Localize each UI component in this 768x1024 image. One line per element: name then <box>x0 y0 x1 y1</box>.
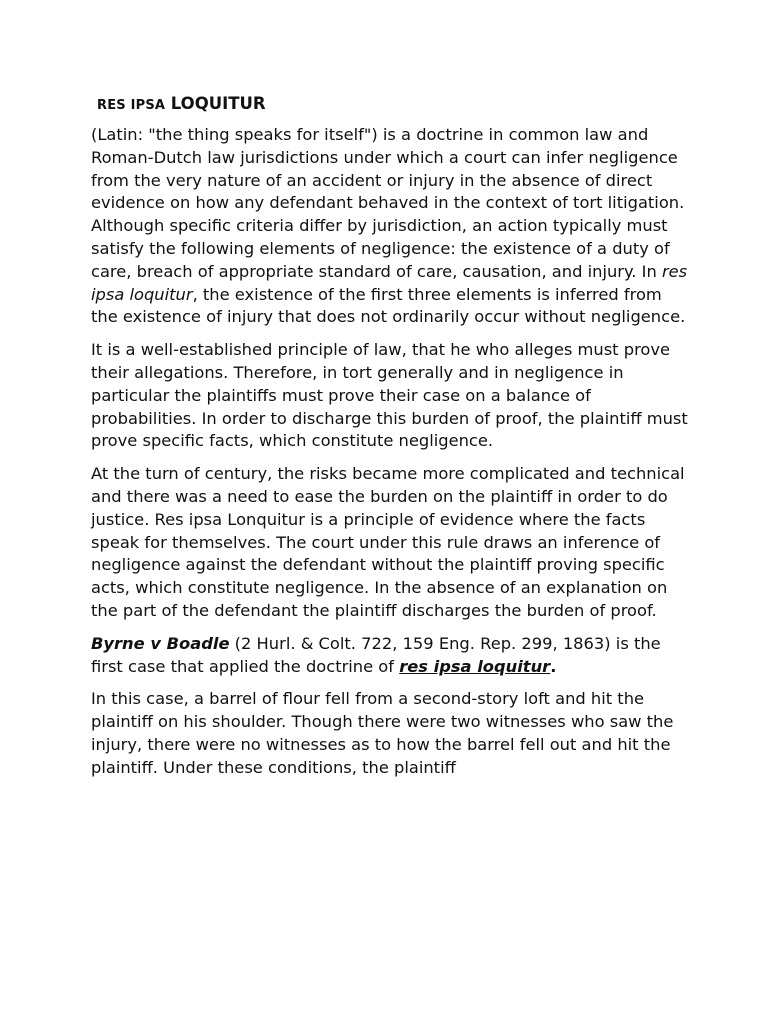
paragraph-turn-of-century: At the turn of century, the risks became more complicated and technical and there was a need to ease the burden on the plaintiff in order to do justice. Res ipsa Lonquitur is a principle of evidence where the facts speak for themselves. The court under this rule draws an inference of negligence against the defendant without the plaintiff proving specific acts, which constitute negligence. In the absence of an explanation on the part of the defendant the plaintiff discharges the burden of proof. <box>91 464 685 620</box>
doctrine-term: res ipsa loquitur <box>399 656 551 676</box>
heading-loquitur: LOQUITUR <box>170 94 266 113</box>
paragraph-definition <box>91 124 691 329</box>
heading-res-ipsa: RES IPSA <box>97 98 166 113</box>
paragraph-definition-text-a: (Latin: "the thing speaks for itself") is a doctrine in common law and Roman-Dutch law jurisdictions under which a court can infer negligence from the very nature of an accident or injury in the absence of direct evidence on how any defendant behaved in the context of tort litigation. Although specific criteria differ by jurisdiction, an action typically must satisfy the following elements of negligence: the existence of a duty of care, breach of appropriate standard of care, causation, and injury. In <box>91 125 685 281</box>
case-name: Byrne v Boadle <box>91 633 230 653</box>
case-citation-text: (2 Hurl. & Colt. 722, 159 Eng. Rep. 299, 1863) is the first case that applied the doctrine of <box>91 633 661 676</box>
paragraph-byrne-v-boadle <box>91 633 691 679</box>
paragraph-burden-of-proof: It is a well-established principle of law, that he who alleges must prove their allegations. Therefore, in tort generally and in negligence in particular the plaintiffs must prove their case on a balance of probabilities. In order to discharge this burden of proof, the plaintiff must prove specific facts, which constitute negligence. <box>91 340 688 451</box>
document-body <box>91 92 691 790</box>
case-paragraph-period: . <box>550 656 557 676</box>
paragraph-definition-italic-term: res ipsa loquitur <box>91 261 688 304</box>
document-heading <box>97 92 691 118</box>
paragraph-definition-text-b: , the existence of the first three elements is inferred from the existence of injury that does not ordinarily occur without negligence. <box>91 284 686 327</box>
paragraph-case-facts: In this case, a barrel of flour fell from a second-story loft and hit the plaintiff on his shoulder. Though there were two witnesses who saw the injury, there were no witnesses as to how the barrel fell out and hit the plaintiff. Under these conditions, the plaintiff <box>91 689 674 777</box>
